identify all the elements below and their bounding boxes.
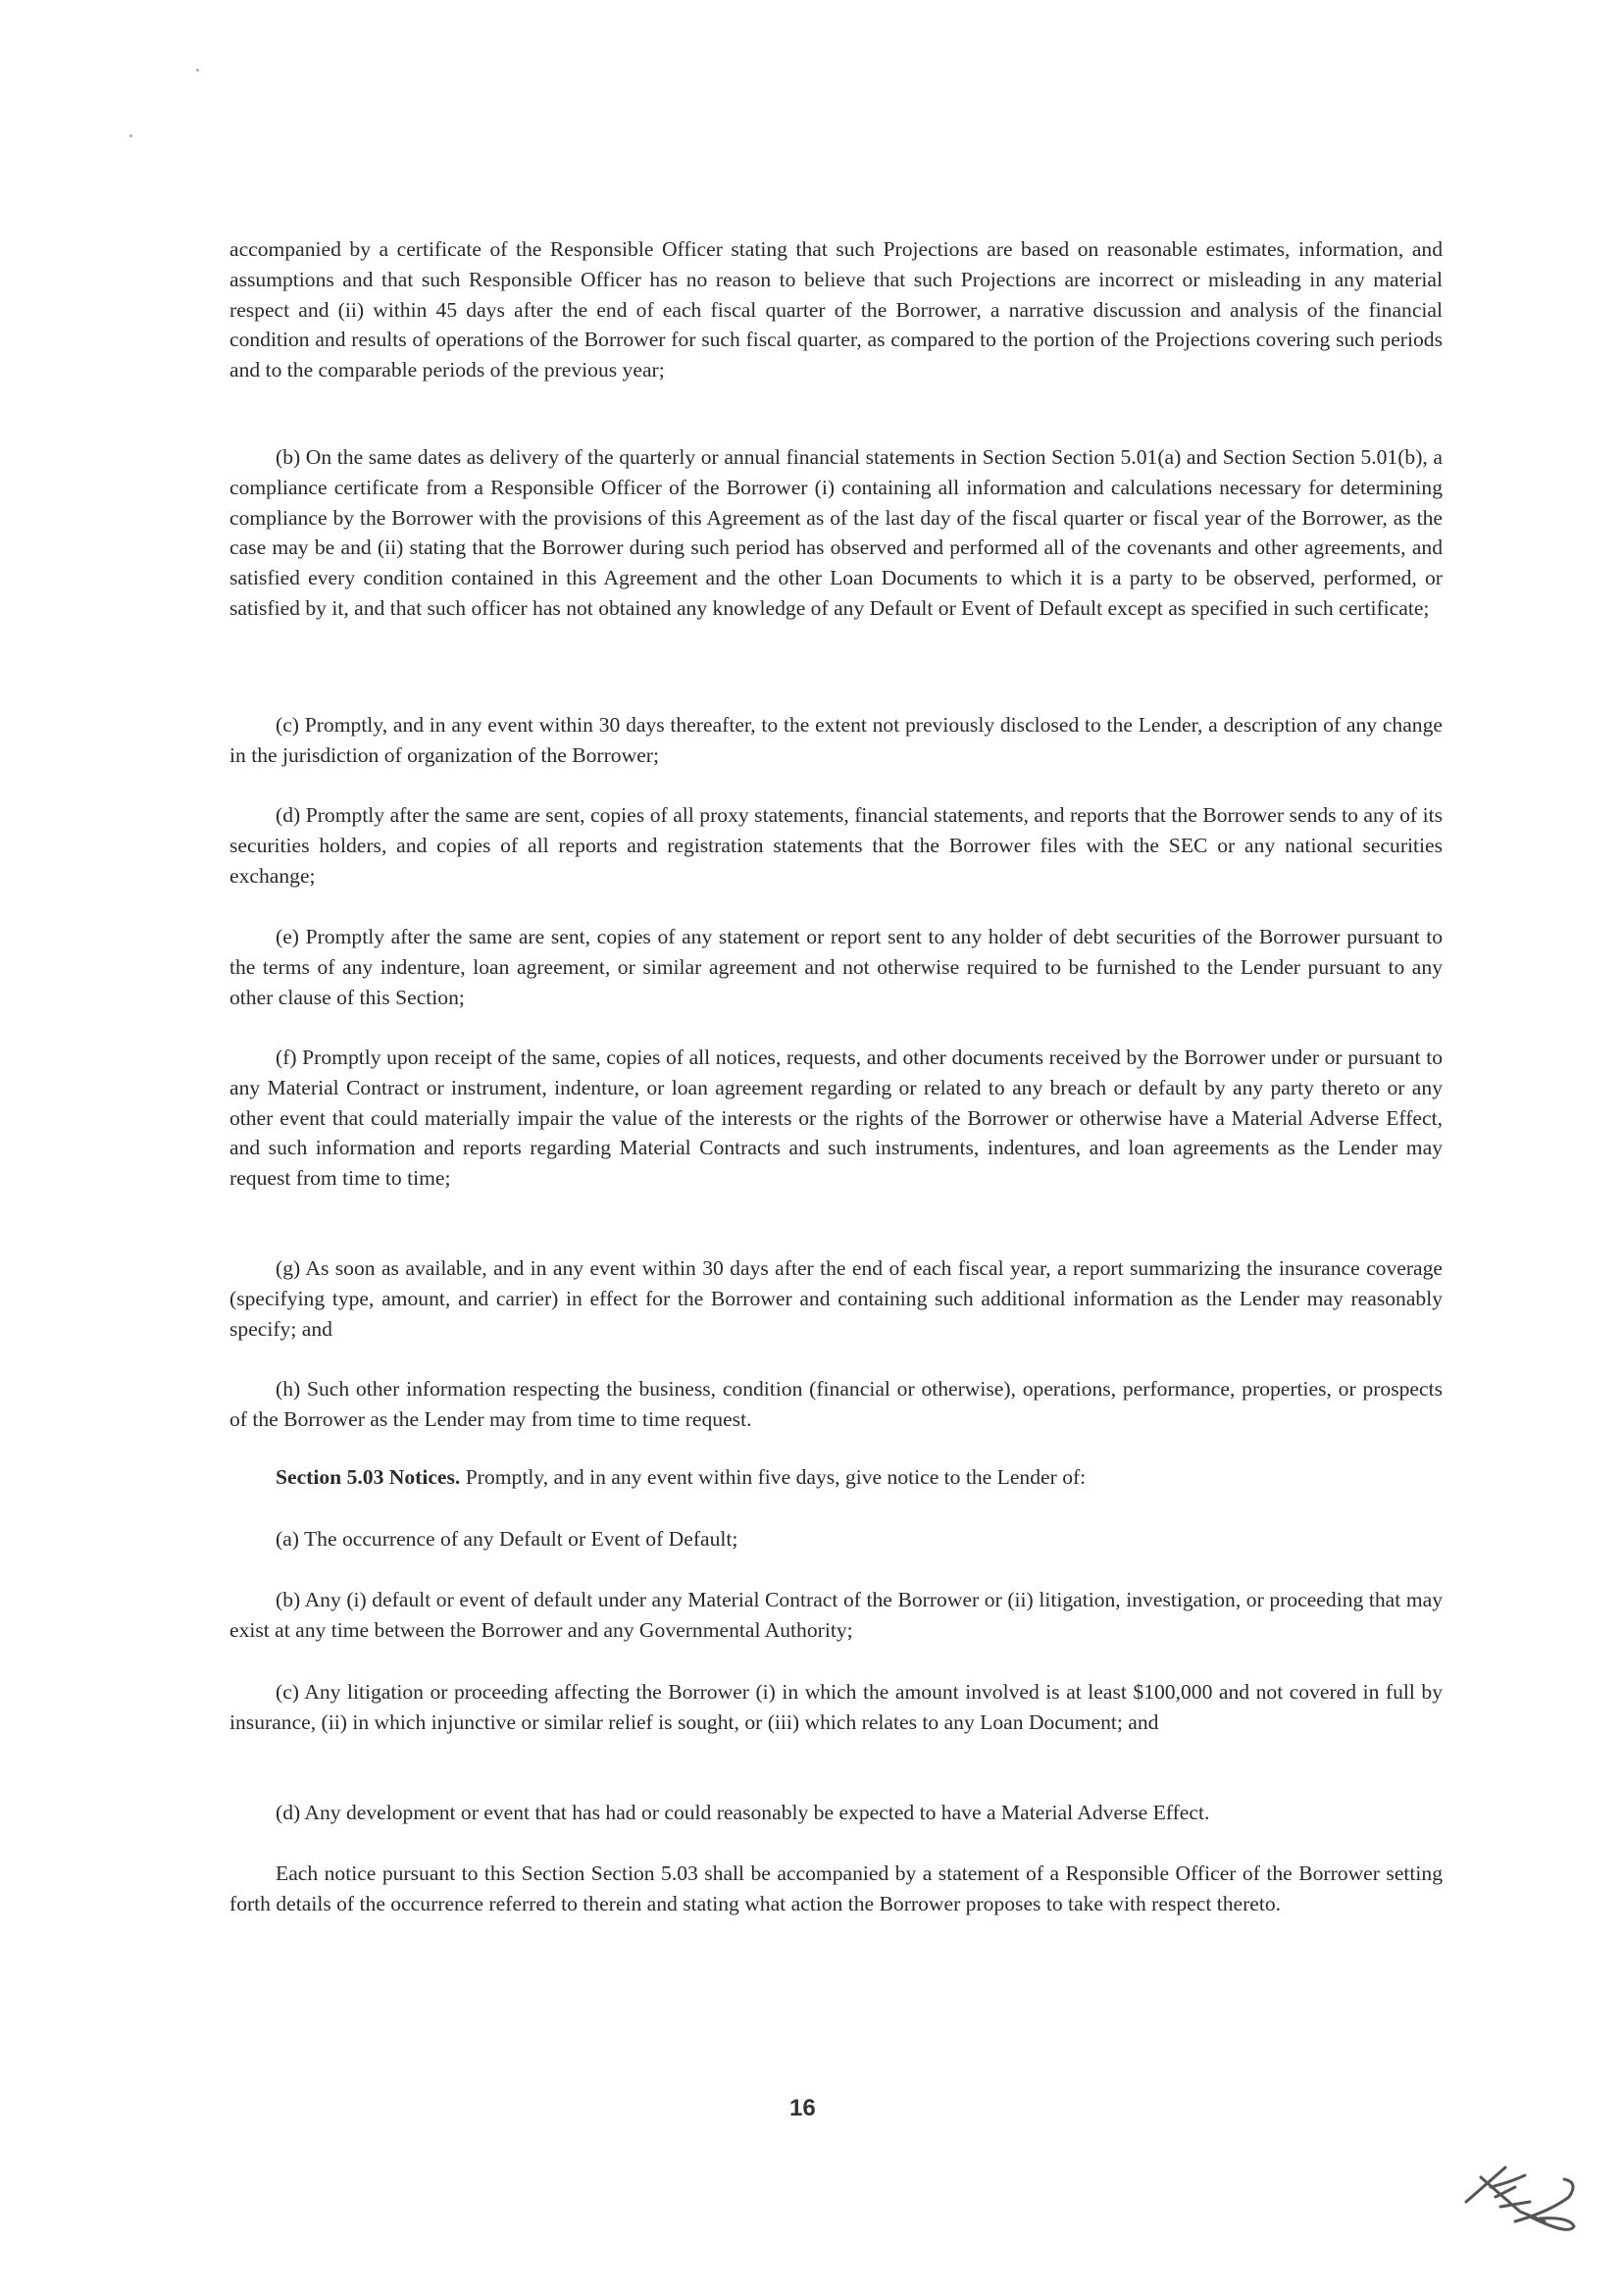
section-5-03 — [229, 1462, 1443, 1493]
notice-d: (d) Any development or event that has had or could reasonably be expected to have a Material Adverse Effect. — [276, 1801, 1210, 1824]
notice-b: (b) Any (i) default or event of default under any Material Contract of the Borrower or (ii) litigation, investigation, or proceeding that may exist at any time between the Borrower and any Governmental Authority; — [229, 1588, 1443, 1642]
scan-speck — [196, 69, 199, 72]
scan-speck — [129, 134, 132, 137]
closing-paragraph: Each notice pursuant to this Section Section 5.03 shall be accompanied by a statement of a Responsible Officer of the Borrower setting forth details of the occurrence referred to therein and stating what action the Borrower proposes to take with respect thereto. — [229, 1861, 1443, 1915]
notice-c: (c) Any litigation or proceeding affecting the Borrower (i) in which the amount involved is at least $100,000 and not covered in full by insurance, (ii) in which injunctive or similar relief is sought, or (iii) which relates to any Loan Document; and — [229, 1680, 1443, 1734]
paragraph-c: (c) Promptly, and in any event within 30 days thereafter, to the extent not previously disclosed to the Lender, a description of any change in the jurisdiction of organization of the Borrower; — [229, 713, 1443, 767]
section-intro: Promptly, and in any event within five days, give notice to the Lender of: — [460, 1465, 1087, 1489]
paragraph-f: (f) Promptly upon receipt of the same, copies of all notices, requests, and other documents received by the Borrower under or pursuant to any Material Contract or instrument, indenture, or loan agreement regarding or related to any breach or default by any party thereto or any other event that could materially impair the value of the interests or the rights of the Borrower or otherwise have a Material Adverse Effect, and such information and reports regarding Material Contracts and such instruments, indentures, and loan agreements as the Lender may request from time to time; — [229, 1045, 1443, 1191]
paragraph-b: (b) On the same dates as delivery of the quarterly or annual financial statements in Section Section 5.01(a) and Section Section 5.01(b), a compliance certificate from a Responsible Officer of the Borrower (i) containing all information and calculations necessary for determining compliance by the Borrower with the provisions of this Agreement as of the last day of the fiscal quarter or fiscal year of the Borrower, as the case may be and (ii) stating that the Borrower during such period has observed and performed all of the covenants and other agreements, and satisfied every condition contained in this Agreement and the other Loan Documents to which it is a party to be observed, performed, or satisfied by it, and that such officer has not obtained any knowledge of any Default or Event of Default except as specified in such certificate; — [229, 445, 1443, 620]
paragraph-e: (e) Promptly after the same are sent, copies of any statement or report sent to any holder of debt securities of the Borrower pursuant to the terms of any indenture, loan agreement, or similar agreement and not otherwise required to be furnished to the Lender pursuant to any other clause of this Section; — [229, 925, 1443, 1009]
notice-a: (a) The occurrence of any Default or Event of Default; — [276, 1527, 738, 1551]
page-number: 16 — [789, 2095, 816, 2121]
paragraph-g: (g) As soon as available, and in any event within 30 days after the end of each fiscal year, a report summarizing the insurance coverage (specifying type, amount, and carrier) in effect for the Borrower and containing such additional information as the Lender may reasonably specify; and — [229, 1256, 1443, 1341]
paragraph-h: (h) Such other information respecting the business, condition (financial or otherwise), operations, performance, properties, or prospects of the Borrower as the Lender may from time to time request. — [229, 1377, 1443, 1431]
initials-signature — [1461, 2158, 1589, 2246]
section-heading: Section 5.03 Notices. — [276, 1465, 461, 1489]
paragraph-continuation: accompanied by a certificate of the Responsible Officer stating that such Projections are based on reasonable estimates, information, and assumptions and that such Responsible Officer has no reason to believe that such Projections are incorrect or misleading in any material respect and (ii) within 45 days after the end of each fiscal quarter of the Borrower, a narrative discussion and analysis of the financial condition and results of operations of the Borrower for such fiscal quarter, as compared to the portion of the Projections covering such periods and to the comparable periods of the previous year; — [229, 237, 1443, 382]
paragraph-d: (d) Promptly after the same are sent, copies of all proxy statements, financial statements, and reports that the Borrower sends to any of its securities holders, and copies of all reports and registration statements that the Borrower files with the SEC or any national securities exchange; — [229, 803, 1443, 888]
